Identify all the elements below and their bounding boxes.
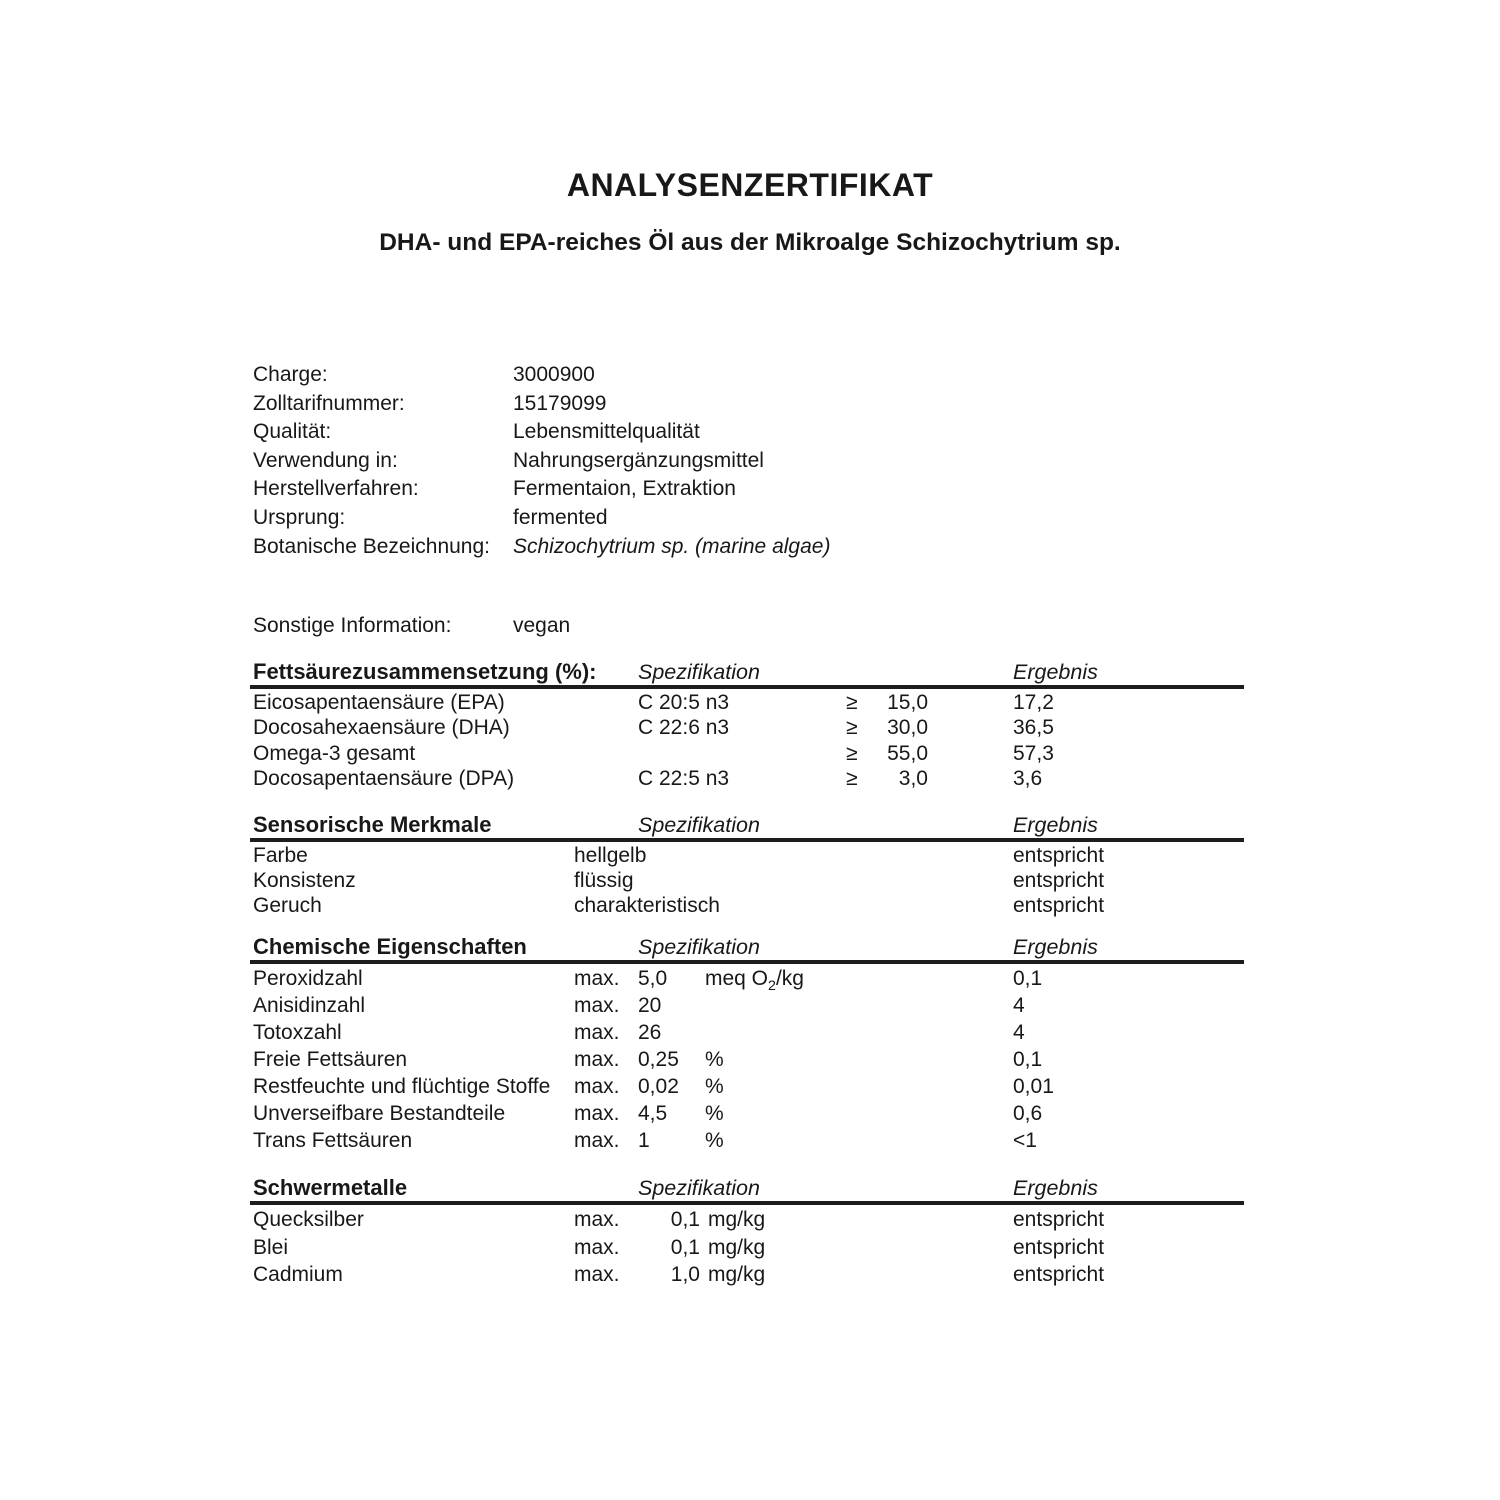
spec-value: flüssig [574,869,634,892]
spec-unit: % [705,1075,724,1098]
info-label: Zolltarifnummer: [253,391,405,415]
analyte-name: Eicosapentaensäure (EPA) [253,691,505,714]
result-value: entspricht [1013,1208,1105,1231]
analyte-name: Omega-3 gesamt [253,741,416,765]
result-value: entspricht [1013,1235,1105,1259]
spec-value: hellgelb [574,844,647,867]
result-value: 0,1 [1013,1048,1043,1071]
column-header-spec: Spezifikation [638,660,760,684]
property-name: Farbe [253,844,308,867]
document-title: ANALYSENZERTIFIKAT [566,167,934,203]
column-header-result: Ergebnis [1013,1176,1098,1200]
document-subtitle: DHA- und EPA-reiches Öl aus der Mikroalge Schizochytrium sp. [379,229,1121,256]
botanical-name: Schizochytrium sp. (marine algae) [513,534,831,558]
section-fatty-acids [253,659,1244,792]
table-rows [253,843,1244,918]
spec-value: 30,0 [887,716,928,740]
table-row [253,1127,1244,1154]
limit-qualifier: max. [574,994,620,1017]
metal-name: Blei [253,1235,289,1259]
section-heavy-metals [253,1175,1244,1289]
limit-qualifier: max. [574,1102,620,1125]
comparison-operator: ≥ [846,691,858,714]
column-header-result: Ergebnis [1013,935,1098,959]
table-row [253,1019,1244,1046]
spec-value: charakteristisch [574,894,720,917]
result-value: 17,2 [1013,691,1054,714]
property-name: Trans Fettsäuren [253,1129,413,1152]
info-label: Ursprung: [253,505,346,529]
table-row [253,1073,1244,1100]
info-label: Botanische Bezeichnung: [253,534,490,558]
spec-unit: mg/kg [708,1263,766,1286]
product-info-block [253,361,830,561]
table-row [253,766,1244,791]
spec-value: 1 [638,1129,650,1152]
spec-value: 26 [638,1021,662,1044]
table-rows [253,965,1244,1154]
spec-value: 1,0 [670,1263,700,1286]
table-row [253,741,1244,766]
limit-qualifier: max. [574,1208,620,1231]
section-header [253,659,1244,685]
result-value: entspricht [1013,844,1105,867]
limit-qualifier: max. [574,967,620,990]
limit-qualifier: max. [574,1075,620,1098]
spec-value: 55,0 [887,741,928,765]
result-value: 3,6 [1013,767,1043,791]
section-title: Fettsäurezusammensetzung (%): [253,659,597,684]
section-title: Schwermetalle [253,1175,408,1200]
header-rule [250,1201,1244,1205]
info-value: 15179099 [513,391,607,415]
column-header-spec: Spezifikation [638,813,760,837]
spec-unit: % [705,1102,724,1125]
property-name: Freie Fettsäuren [253,1048,408,1071]
header-rule [250,960,1244,964]
table-row [253,893,1244,918]
table-row [253,1046,1244,1073]
spec-value: 3,0 [898,767,928,791]
limit-qualifier: max. [574,1263,620,1286]
result-value: 57,3 [1013,741,1054,765]
section-chemical [253,934,1244,1154]
fatty-acid-code: C 22:5 n3 [638,767,730,791]
limit-qualifier: max. [574,1021,620,1044]
info-value: fermented [513,505,608,529]
spec-value: 20 [638,994,662,1017]
table-row [253,715,1244,740]
section-title: Sensorische Merkmale [253,812,492,837]
spec-unit: % [705,1129,724,1152]
info-label: Charge: [253,363,328,386]
limit-qualifier: max. [574,1129,620,1152]
spec-value: 5,0 [638,967,668,990]
fatty-acid-code: C 20:5 n3 [638,691,730,714]
section-header [253,1175,1244,1201]
column-header-result: Ergebnis [1013,660,1098,684]
property-name: Peroxidzahl [253,967,363,990]
table-row [253,690,1244,715]
property-name: Konsistenz [253,869,356,892]
info-value: Lebensmittelqualität [513,420,700,444]
limit-qualifier: max. [574,1048,620,1071]
result-value: 0,6 [1013,1102,1043,1125]
result-value: entspricht [1013,869,1105,892]
table-row [253,1261,1244,1289]
other-info-row [253,613,570,639]
property-name: Anisidinzahl [253,994,366,1017]
header-rule [250,838,1244,842]
info-label: Herstellverfahren: [253,477,419,501]
comparison-operator: ≥ [846,741,858,765]
comparison-operator: ≥ [846,767,858,791]
comparison-operator: ≥ [846,716,858,740]
spec-value: 4,5 [638,1102,668,1125]
result-value: entspricht [1013,1263,1105,1286]
property-name: Totoxzahl [253,1021,342,1044]
column-header-result: Ergebnis [1013,813,1098,837]
table-row [253,868,1244,893]
metal-name: Quecksilber [253,1208,364,1231]
table-row [253,1234,1244,1262]
property-name: Geruch [253,894,322,917]
info-value: 3000900 [513,363,595,386]
section-sensory [253,812,1244,918]
result-value: 4 [1013,1021,1025,1044]
result-value: <1 [1013,1129,1037,1152]
table-row [253,1100,1244,1127]
spec-unit: mg/kg [708,1235,766,1259]
table-rows [253,1206,1244,1289]
spec-unit: % [705,1048,724,1071]
info-value: Nahrungsergänzungsmittel [513,448,764,472]
analyte-name: Docosapentaensäure (DPA) [253,767,515,791]
spec-value: 0,25 [638,1048,679,1071]
result-value: 36,5 [1013,716,1054,740]
table-row [253,843,1244,868]
metal-name: Cadmium [253,1263,343,1286]
info-label: Qualität: [253,420,332,444]
table-row [253,1206,1244,1234]
column-header-spec: Spezifikation [638,1176,760,1200]
other-info-label: Sonstige Information: [253,614,452,637]
spec-value: 0,02 [638,1075,679,1098]
header-rule [250,685,1244,689]
other-info-value: vegan [513,614,571,637]
result-value: 0,1 [1013,967,1043,990]
spec-value: 15,0 [887,691,928,714]
result-value: 0,01 [1013,1075,1054,1098]
table-rows [253,690,1244,792]
spec-value: 0,1 [670,1235,700,1259]
info-label: Verwendung in: [253,448,398,472]
section-header [253,812,1244,838]
info-value: Fermentaion, Extraktion [513,477,736,501]
table-row [253,965,1244,995]
result-value: 4 [1013,994,1025,1017]
spec-unit: meq $O_2/kg$ [705,967,804,995]
analyte-name: Docosahexaensäure (DHA) [253,716,510,740]
property-name: Restfeuchte und flüchtige Stoffe [253,1075,551,1098]
limit-qualifier: max. [574,1235,620,1259]
section-title: Chemische Eigenschaften [253,934,527,959]
spec-unit: mg/kg [708,1208,766,1231]
property-name: Unverseifbare Bestandteile [253,1102,506,1125]
column-header-spec: Spezifikation [638,935,760,959]
fatty-acid-code: C 22:6 n3 [638,716,730,740]
result-value: entspricht [1013,894,1105,917]
spec-value: 0,1 [670,1208,700,1231]
section-header [253,934,1244,960]
